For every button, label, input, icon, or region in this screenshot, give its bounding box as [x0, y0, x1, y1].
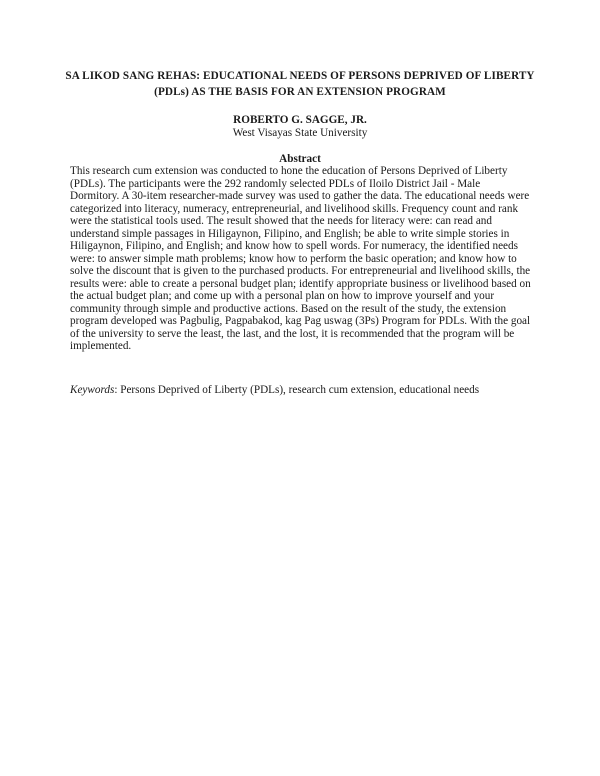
abstract-body: This research cum extension was conducted to hone the education of Persons Deprived of Liberty (PDLs). The participants were the 292 randomly selected PDLs of Iloilo District Jail - Male Dormitory. A 30-item researcher-made survey was used to gather the data. The educational needs were categorized into literacy, numeracy, entrepreneurial, and livelihood skills. Frequency count and rank were the statistical tools used. The result showed that the needs for literacy were: can read and understand simple passages in Hiligaynon, Filipino, and English; be able to write simple stories in Hiligaynon, Filipino, and English; and know how to spell words. For numeracy, the identified needs were: to answer simple math problems; know how to perform the basic operation; and know how to solve the discount that is given to the purchased products. For entrepreneurial and livelihood skills, the results were: able to create a personal budget plan; identify appropriate business or livelihood based on the actual budget plan; and come up with a personal plan on how to improve yourself and your community through simple and productive actions. Based on the result of the study, the extension program developed was Pagbulig, Pagpabakod, kag Pag uswag (3Ps) Program for PDLs. With the goal of the university to serve the least, the last, and the lost, it is recommended that the program will be implemented. — [70, 165, 531, 352]
author-name: ROBERTO G. SAGGE, JR. — [233, 114, 367, 126]
author-affiliation: West Visayas State University — [232, 127, 368, 139]
keywords-text: : Persons Deprived of Liberty (PDLs), research cum extension, educational needs — [114, 384, 480, 396]
abstract-heading: Abstract — [279, 153, 321, 165]
keywords-line — [70, 384, 532, 397]
keywords-label: Keywords — [70, 384, 115, 396]
paper-title: SA LIKOD SANG REHAS: EDUCATIONAL NEEDS OF PERSONS DEPRIVED OF LIBERTY (PDLs) AS THE BASIS FOR AN EXTENSION PROGRAM — [65, 70, 535, 98]
